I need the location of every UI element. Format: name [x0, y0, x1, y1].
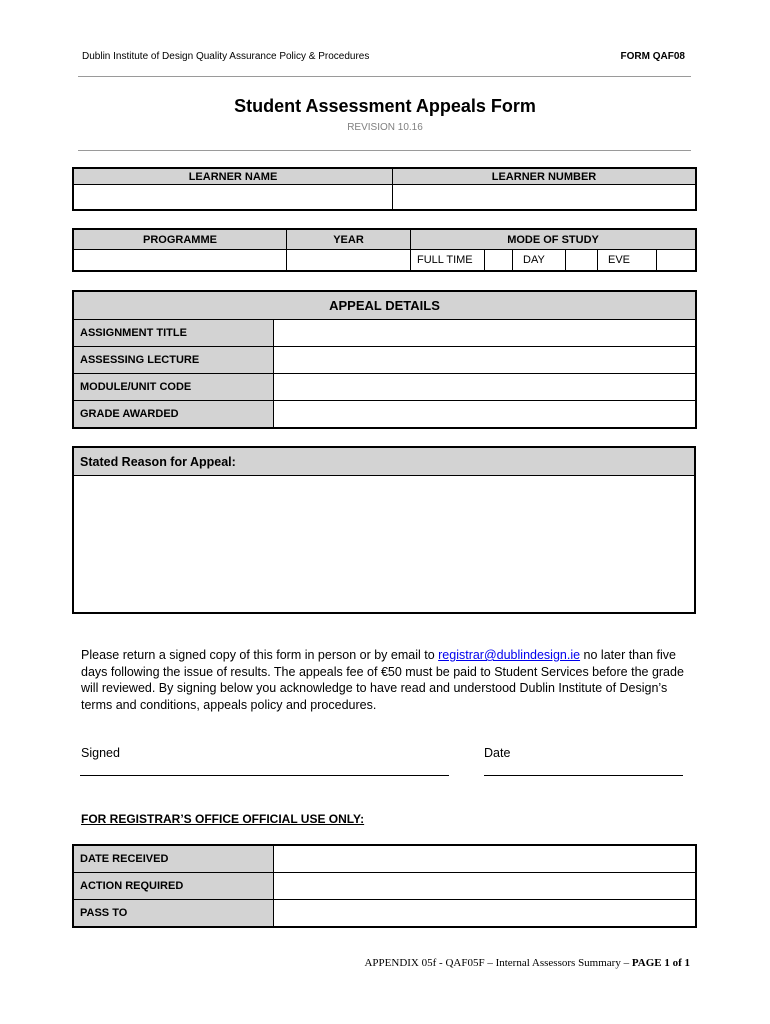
assessing-lecture-field[interactable] — [274, 347, 696, 374]
mode-day-checkbox[interactable] — [566, 250, 598, 271]
signature-line[interactable] — [80, 775, 449, 776]
date-line[interactable] — [484, 775, 683, 776]
reason-label: Stated Reason for Appeal: — [74, 448, 695, 476]
revision-label: REVISION 10.16 — [347, 122, 423, 133]
learner-number-header: LEARNER NUMBER — [393, 169, 696, 185]
signed-label: Signed — [81, 746, 120, 760]
year-header: YEAR — [287, 230, 411, 250]
footer-appendix-text: APPENDIX 05f - QAF05F – Internal Assessors Summary – — [364, 957, 632, 969]
office-use-heading: FOR REGISTRAR’S OFFICE OFFICIAL USE ONLY: — [81, 812, 365, 826]
module-unit-code-field[interactable] — [274, 374, 696, 401]
assessing-lecture-label: ASSESSING LECTURE — [74, 347, 274, 374]
page-number: PAGE 1 of 1 — [631, 957, 690, 969]
title-divider — [78, 150, 691, 151]
mode-full-time-label: FULL TIME — [411, 250, 485, 271]
form-code: FORM QAF08 — [620, 51, 685, 62]
reason-field[interactable] — [74, 476, 695, 613]
year-field[interactable] — [287, 250, 411, 271]
mode-day-label: DAY — [513, 250, 566, 271]
instructions-text-end: no later than five days following the issue of results. The appeals fee of €50 must be paid to Student Services before the grade will reviewed. By signing below you acknowledge to have read and understood Dublin Institute of Design’s terms and conditions, appeals policy and procedures. — [81, 648, 684, 712]
programme-header: PROGRAMME — [74, 230, 287, 250]
instructions-paragraph — [81, 647, 696, 713]
registrar-email-link[interactable]: registrar@dublindesign.ie — [438, 648, 581, 662]
mode-of-study-header: MODE OF STUDY — [411, 230, 696, 250]
pass-to-field[interactable] — [274, 900, 696, 927]
learner-name-field[interactable] — [74, 185, 393, 210]
reason-table — [73, 447, 695, 613]
programme-field[interactable] — [74, 250, 287, 271]
office-use-table — [73, 845, 696, 927]
instructions-text-start: Please return a signed copy of this form in person or by email to — [81, 648, 439, 662]
programme-table — [73, 229, 696, 271]
document-header-left: Dublin Institute of Design Quality Assurance Policy & Procedures — [82, 51, 370, 62]
date-received-label: DATE RECEIVED — [74, 846, 274, 873]
learner-name-header: LEARNER NAME — [74, 169, 393, 185]
learner-table — [73, 168, 696, 210]
pass-to-label: PASS TO — [74, 900, 274, 927]
date-label: Date — [484, 746, 511, 760]
mode-eve-checkbox[interactable] — [657, 250, 696, 271]
header-divider — [78, 76, 691, 77]
grade-awarded-field[interactable] — [274, 401, 696, 428]
date-received-field[interactable] — [274, 846, 696, 873]
mode-full-time-checkbox[interactable] — [485, 250, 513, 271]
assignment-title-label: ASSIGNMENT TITLE — [74, 320, 274, 347]
page-footer — [364, 957, 690, 969]
page-title: Student Assessment Appeals Form — [234, 96, 536, 116]
learner-number-field[interactable] — [393, 185, 696, 210]
assignment-title-field[interactable] — [274, 320, 696, 347]
appeal-details-heading: APPEAL DETAILS — [74, 292, 696, 320]
action-required-label: ACTION REQUIRED — [74, 873, 274, 900]
appeal-details-table — [73, 291, 696, 428]
grade-awarded-label: GRADE AWARDED — [74, 401, 274, 428]
action-required-field[interactable] — [274, 873, 696, 900]
module-unit-code-label: MODULE/UNIT CODE — [74, 374, 274, 401]
mode-eve-label: EVE — [598, 250, 657, 271]
